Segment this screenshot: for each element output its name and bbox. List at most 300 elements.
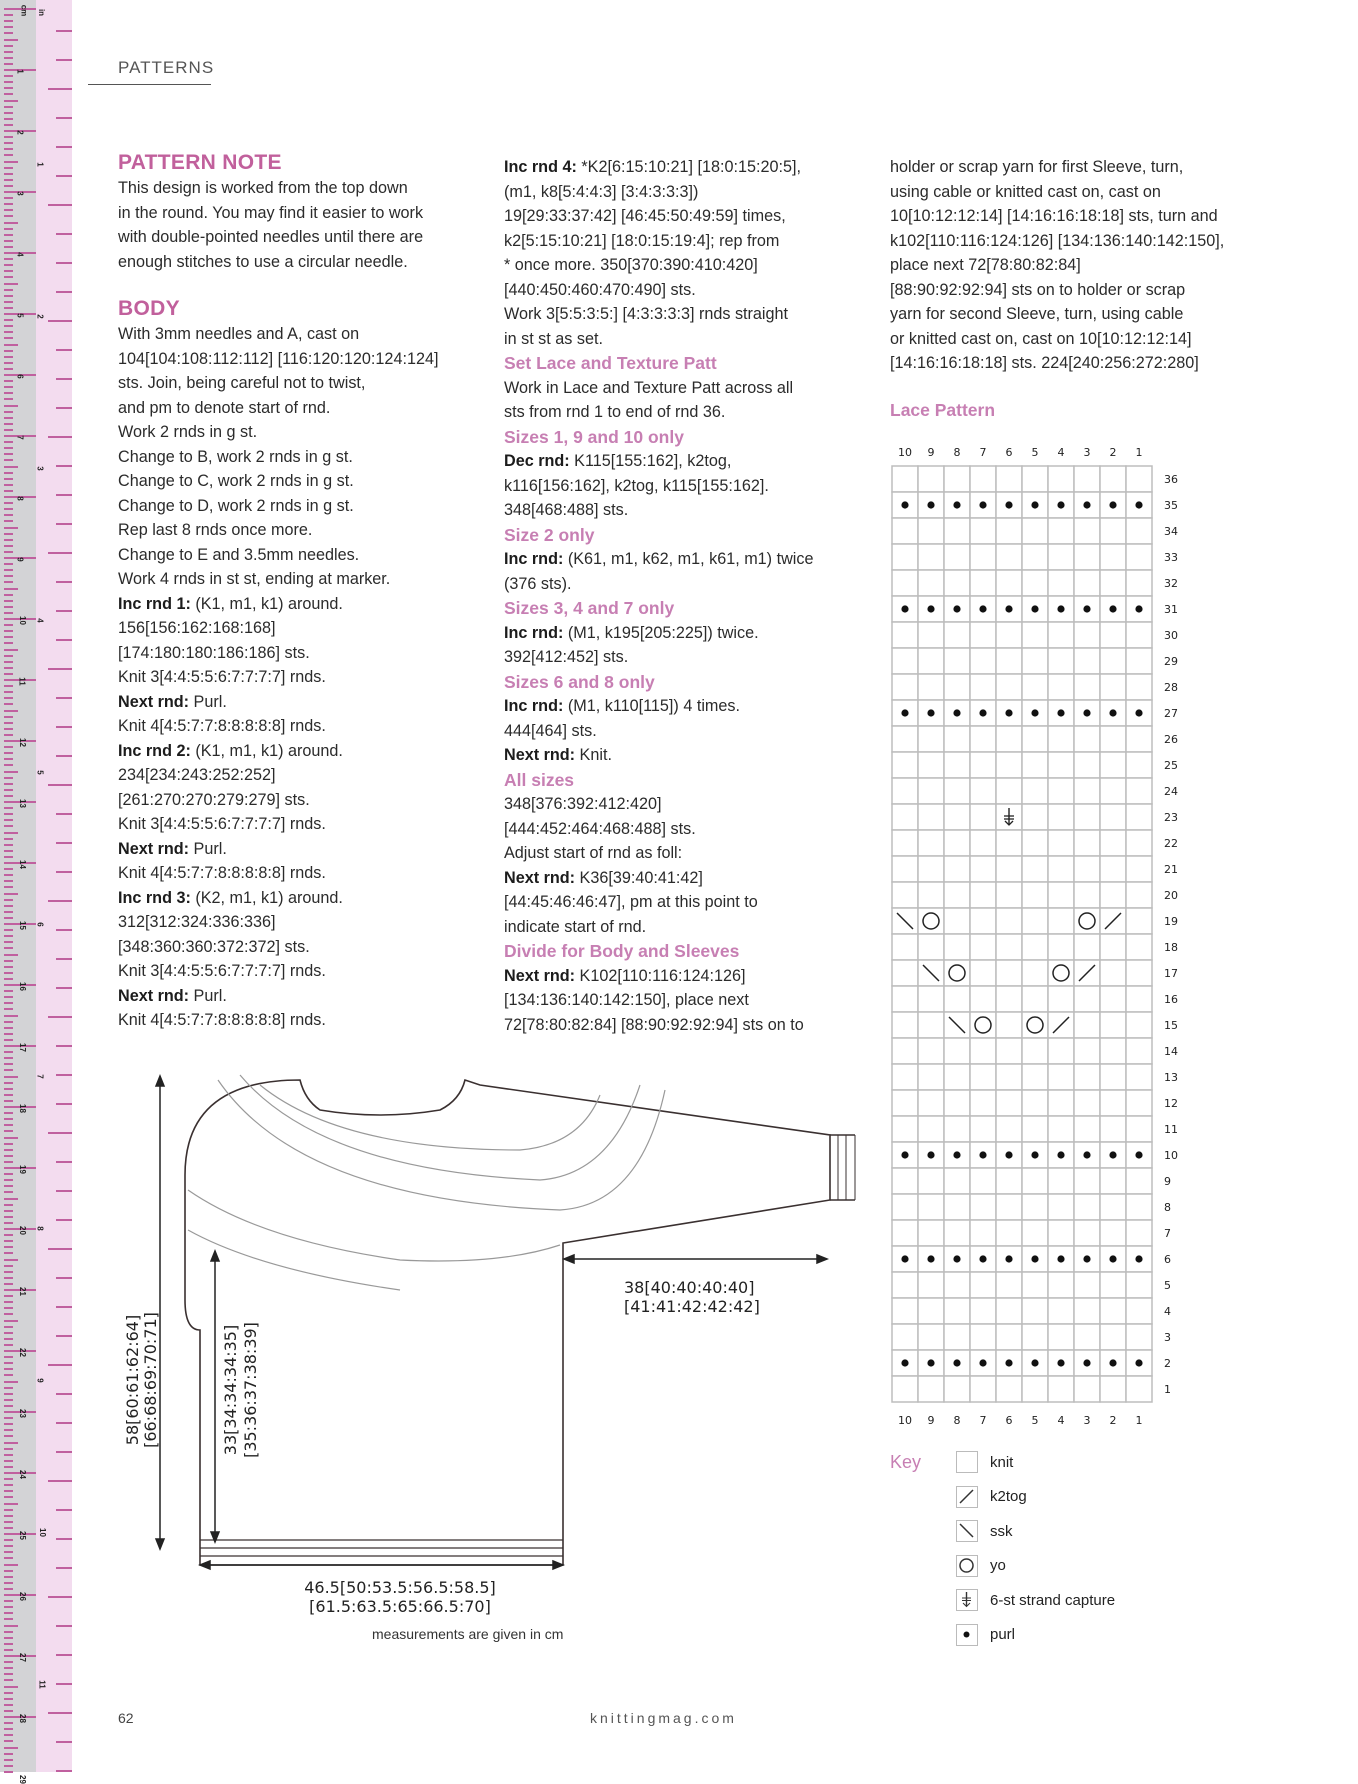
ruler-tick <box>4 1387 13 1389</box>
ruler-tick <box>56 1045 72 1047</box>
instruction-text: Knit 4[4:5:7:7:8:8:8:8:8] rnds. <box>118 864 326 882</box>
ruler-tick <box>56 929 72 931</box>
col2-line <box>504 915 874 940</box>
chart-cell <box>970 960 996 986</box>
instruction-text: [348:360:360:372:372] sts. <box>118 937 310 956</box>
ruler-tick <box>4 1112 13 1114</box>
ruler-number: 2 <box>15 130 25 135</box>
ruler-tick <box>56 1625 72 1627</box>
body-line <box>118 1008 488 1033</box>
purl-icon <box>927 1359 934 1366</box>
ruler-tick <box>4 764 13 766</box>
chart-cell <box>1048 778 1074 804</box>
chart-column-label: 7 <box>979 1414 987 1427</box>
chart-cell <box>1074 1220 1100 1246</box>
col3-line: 10[10:12:12:14] [14:16:16:18:18] sts, turn and <box>890 207 1218 225</box>
purl-icon <box>1057 1255 1064 1262</box>
col3-line: yarn for second Sleeve, turn, using cable <box>890 305 1184 323</box>
purl-icon <box>1135 1359 1142 1366</box>
chart-cell <box>1022 908 1048 934</box>
ruler-tick <box>48 88 72 90</box>
ruler-number: cm <box>19 4 29 17</box>
chart-row-label: 8 <box>1164 1201 1171 1214</box>
body-line <box>118 959 488 984</box>
chart-cell <box>1100 778 1126 804</box>
ruler-tick <box>4 771 18 773</box>
ruler-tick <box>56 1538 72 1540</box>
chart-cell <box>996 1220 1022 1246</box>
chart-row-label: 32 <box>1164 577 1178 590</box>
ruler-tick <box>4 758 13 760</box>
chart-cell <box>996 960 1022 986</box>
ruler-tick <box>56 987 72 989</box>
chart-cell <box>1048 1038 1074 1064</box>
chart-cell <box>918 856 944 882</box>
chart-cell <box>1022 622 1048 648</box>
chart-cell <box>1100 466 1126 492</box>
ruler-tick <box>4 588 18 590</box>
ruler-number: 10 <box>17 616 27 625</box>
purl-icon <box>1109 605 1116 612</box>
ruler-tick <box>4 1753 13 1755</box>
ruler-tick <box>4 179 13 181</box>
instruction-text: 392[412:452] sts. <box>504 648 629 666</box>
ruler-tick <box>56 581 72 583</box>
chart-row-label: 5 <box>1164 1279 1171 1292</box>
instruction-text: [174:180:180:186:186] sts. <box>118 643 310 662</box>
chart-cell <box>918 1376 944 1402</box>
ruler-tick <box>4 1423 13 1425</box>
ruler-number: 14 <box>17 860 27 869</box>
chart-cell <box>944 544 970 570</box>
key-heading: Key <box>890 1452 922 1472</box>
ruler-tick <box>4 1618 13 1620</box>
chart-cell <box>970 934 996 960</box>
chart-cell <box>996 1064 1022 1090</box>
chart-cell <box>970 622 996 648</box>
chart-cell <box>996 518 1022 544</box>
ruler-tick <box>4 1027 13 1029</box>
chart-cell <box>944 1376 970 1402</box>
instruction-label: Inc rnd 1: <box>118 594 191 613</box>
ruler-tick <box>4 100 18 102</box>
instruction-text: (K1, m1, k1) around. <box>190 594 343 613</box>
ruler-tick <box>56 1741 72 1743</box>
chart-cell <box>1126 1012 1152 1038</box>
chart-cell <box>1126 544 1152 570</box>
ruler-tick <box>4 1076 18 1078</box>
ruler-tick <box>4 673 13 675</box>
purl-icon <box>1083 605 1090 612</box>
ruler-tick <box>48 436 72 438</box>
chart-cell <box>918 778 944 804</box>
ruler-tick <box>4 106 13 108</box>
purl-icon <box>1135 1255 1142 1262</box>
ruler-tick <box>4 1442 18 1444</box>
instruction-text: Purl. <box>189 986 227 1005</box>
chart-cell <box>1022 518 1048 544</box>
ruler-tick <box>4 691 13 693</box>
instruction-text: Work 2 rnds in g st. <box>118 423 258 441</box>
chart-cell <box>918 648 944 674</box>
instruction-text: sts from rnd 1 to end of rnd 36. <box>504 403 726 421</box>
purl-icon <box>1057 709 1064 716</box>
instruction-text: Work 3[5:5:3:5:] [4:3:3:3:3] rnds straight <box>504 305 789 323</box>
ruler-tick <box>4 1234 13 1236</box>
chart-column-label: 8 <box>953 1414 961 1427</box>
ruler-tick <box>4 295 13 297</box>
chart-cell <box>1048 908 1074 934</box>
ruler-tick <box>4 1277 13 1279</box>
ruler-tick <box>4 886 13 888</box>
ruler-tick <box>4 1185 13 1187</box>
ruler-tick <box>4 1191 13 1193</box>
instruction-text: 234[234:243:252:252] <box>118 766 276 784</box>
instruction-text: (K1, m1, k1) around. <box>190 741 343 760</box>
instruction-text: (376 sts). <box>504 574 572 593</box>
chart-cell <box>1074 1090 1100 1116</box>
body-line <box>118 469 488 494</box>
ruler-tick <box>4 26 13 28</box>
ruler-tick <box>4 337 13 339</box>
chart-column-label: 4 <box>1057 1414 1065 1427</box>
ruler-tick <box>4 667 13 669</box>
chart-cell <box>1048 1064 1074 1090</box>
chart-column-label: 7 <box>979 446 987 459</box>
ruler-tick <box>4 1661 13 1663</box>
ruler-tick <box>4 1545 13 1547</box>
instruction-text: Purl. <box>189 839 227 858</box>
key-label: 6-st strand capture <box>990 1591 1116 1609</box>
ruler-tick <box>4 600 13 602</box>
ruler-tick <box>4 93 13 95</box>
ruler-tick <box>4 1539 13 1541</box>
ruler-tick <box>4 331 13 333</box>
chart-column-label: 10 <box>898 446 912 459</box>
purl-icon <box>1109 709 1116 716</box>
chart-cell <box>892 1168 918 1194</box>
ruler-tick <box>4 1381 18 1383</box>
chart-cell <box>1074 622 1100 648</box>
ruler-tick <box>4 87 13 89</box>
ruler-tick <box>4 1686 18 1688</box>
purl-icon <box>1083 1151 1090 1158</box>
chart-cell <box>996 778 1022 804</box>
purl-icon <box>953 501 960 508</box>
ruler-tick <box>56 1567 72 1569</box>
chart-cell <box>1074 1272 1100 1298</box>
ruler-tick <box>4 215 13 217</box>
purl-icon <box>1083 709 1090 716</box>
purl-icon <box>1083 1255 1090 1262</box>
instruction-text: (K61, m1, k62, m1, k61, m1) twice <box>563 550 814 568</box>
instruction-text: sts. Join, being careful not to twist, <box>118 374 366 392</box>
body-line <box>118 935 488 960</box>
ruler-tick <box>4 1448 13 1450</box>
chart-cell <box>996 1116 1022 1142</box>
ruler-tick <box>4 1374 13 1376</box>
purl-icon <box>1109 501 1116 508</box>
ruler-number: 21 <box>17 1287 27 1296</box>
ruler-tick <box>4 1246 13 1248</box>
chart-cell <box>996 882 1022 908</box>
ruler-tick <box>4 1198 18 1200</box>
ruler-tick <box>4 868 13 870</box>
col2-line <box>504 449 874 474</box>
purl-icon <box>1135 1151 1142 1158</box>
ruler-number: 15 <box>17 921 27 930</box>
ruler-number: 7 <box>15 435 25 440</box>
chart-cell <box>996 1012 1022 1038</box>
ruler-number: 8 <box>15 496 25 501</box>
ruler-tick <box>48 1248 72 1250</box>
ruler-tick <box>56 262 72 264</box>
chart-cell <box>996 856 1022 882</box>
chart-cell <box>1022 1012 1048 1038</box>
col2-line <box>504 253 874 278</box>
ruler-tick <box>4 1570 13 1572</box>
chart-cell <box>1022 1116 1048 1142</box>
note-line: enough stitches to use a circular needle. <box>118 252 408 271</box>
ruler-tick <box>4 838 13 840</box>
col2-line <box>504 572 874 597</box>
ruler-tick <box>4 941 13 943</box>
ruler-tick <box>4 411 13 413</box>
width-measurement: 46.5[50:53.5:56.5:58.5] <box>304 1578 496 1597</box>
ruler-tick <box>4 1094 13 1096</box>
instruction-text: Purl. <box>189 692 227 711</box>
instruction-text: K36[39:40:41:42] <box>575 868 703 887</box>
key-label: purl <box>990 1626 1016 1643</box>
ruler-tick <box>56 755 72 757</box>
ruler-tick <box>4 1643 13 1645</box>
chart-cell <box>944 570 970 596</box>
col3-line: or knitted cast on, cast on 10[10:12:12:14] <box>890 329 1192 348</box>
ruler-tick <box>4 453 13 455</box>
purl-icon <box>1109 1151 1116 1158</box>
purl-icon <box>1005 605 1012 612</box>
chart-cell <box>1048 856 1074 882</box>
ruler-tick <box>56 1654 72 1656</box>
chart-cell <box>1100 622 1126 648</box>
chart-cell <box>996 830 1022 856</box>
chart-cell <box>1022 726 1048 752</box>
chart-cell <box>918 986 944 1012</box>
chart-cell <box>1022 1272 1048 1298</box>
ruler-tick <box>4 581 13 583</box>
chart-cell <box>1126 726 1152 752</box>
ruler-tick <box>48 552 72 554</box>
ruler-tick <box>56 1219 72 1221</box>
ruler-inch-strip <box>36 0 72 1772</box>
ruler-tick <box>4 1673 13 1675</box>
chart-cell <box>1048 1168 1074 1194</box>
chart-cell <box>1126 752 1152 778</box>
chart-row-label: 26 <box>1164 733 1178 746</box>
ruler-tick <box>56 1451 72 1453</box>
ruler-tick <box>4 81 13 83</box>
ruler-tick <box>4 899 13 901</box>
chart-cell <box>1048 882 1074 908</box>
chart-row-label: 33 <box>1164 551 1178 564</box>
purl-icon <box>1135 709 1142 716</box>
chart-cell <box>944 778 970 804</box>
measurement-caption: measurements are given in cm <box>372 1626 564 1642</box>
ruler-tick <box>4 1527 13 1529</box>
chart-cell <box>1022 466 1048 492</box>
purl-icon <box>1005 1151 1012 1158</box>
chart-cell <box>892 934 918 960</box>
ssk-icon <box>956 1520 978 1542</box>
ruler-tick <box>4 118 13 120</box>
ruler-tick <box>4 1606 13 1608</box>
chart-cell <box>918 544 944 570</box>
chart-cell <box>1048 570 1074 596</box>
chart-cell <box>970 648 996 674</box>
instruction-label: Next rnd: <box>118 839 190 858</box>
col2-line <box>504 866 874 891</box>
chart-cell <box>944 1298 970 1324</box>
instruction-label: Dec rnd: <box>504 452 570 470</box>
length-measurement: 58[60:61:62:64] <box>123 1314 142 1446</box>
ruler-number: 1 <box>15 69 25 74</box>
chart-cell <box>970 856 996 882</box>
ruler-tick <box>4 911 13 913</box>
ruler-tick <box>4 1021 13 1023</box>
ruler-tick <box>4 1728 13 1730</box>
ruler-tick <box>4 484 13 486</box>
instruction-text: 312[312:324:336:336] <box>118 913 276 931</box>
chart-column-label: 1 <box>1135 446 1143 459</box>
ruler-tick <box>4 813 13 815</box>
chart-cell <box>1074 856 1100 882</box>
column-2-instructions <box>504 155 874 1037</box>
instruction-text: in st st as set. <box>504 329 603 348</box>
chart-cell <box>944 856 970 882</box>
ruler-number: 5 <box>35 770 45 775</box>
chart-row-label: 18 <box>1164 941 1178 954</box>
chart-row-label: 3 <box>1164 1331 1171 1344</box>
ruler-number: 9 <box>35 1378 45 1383</box>
ruler-tick <box>4 1222 13 1224</box>
chart-cell <box>944 1168 970 1194</box>
chart-cell <box>1126 1090 1152 1116</box>
col2-line <box>504 204 874 229</box>
chart-cell <box>1126 1064 1152 1090</box>
chart-cell <box>1074 1324 1100 1350</box>
chart-cell <box>1100 752 1126 778</box>
ruler-tick <box>4 1283 13 1285</box>
chart-row-label: 28 <box>1164 681 1178 694</box>
chart-cell <box>892 1220 918 1246</box>
ruler-number: 19 <box>17 1165 27 1174</box>
chart-cell <box>892 1376 918 1402</box>
chart-cell <box>944 466 970 492</box>
chart-cell <box>970 1012 996 1038</box>
ruler-tick <box>4 1600 13 1602</box>
ruler-tick <box>4 490 13 492</box>
instruction-text: K102[110:116:124:126] <box>575 966 746 985</box>
chart-cell <box>1100 830 1126 856</box>
chart-cell <box>1100 1272 1126 1298</box>
chart-cell <box>1126 570 1152 596</box>
ruler-tick <box>4 429 13 431</box>
chart-cell <box>1048 1116 1074 1142</box>
ruler-tick <box>56 349 72 351</box>
ruler-tick <box>4 301 13 303</box>
chart-cell <box>1048 752 1074 778</box>
chart-row-label: 16 <box>1164 993 1178 1006</box>
body-line <box>118 445 488 470</box>
ruler-tick <box>4 1362 13 1364</box>
chart-cell <box>1126 1116 1152 1142</box>
chart-cell <box>944 1090 970 1116</box>
chart-cell <box>1022 1220 1048 1246</box>
body-line <box>118 494 488 519</box>
chart-cell <box>918 1038 944 1064</box>
ruler-tick <box>4 1417 13 1419</box>
key-item-k2tog <box>956 1485 1027 1509</box>
chart-cell <box>996 1298 1022 1324</box>
chart-cell <box>1100 1298 1126 1324</box>
ruler-tick <box>4 203 13 205</box>
chart-row-label: 29 <box>1164 655 1178 668</box>
key-label: ssk <box>990 1522 1013 1540</box>
ruler-tick <box>4 935 13 937</box>
ruler-tick <box>4 32 13 34</box>
purl-icon <box>979 501 986 508</box>
instruction-text: Change to B, work 2 rnds in g st. <box>118 447 353 466</box>
ruler-tick <box>4 459 13 461</box>
purl-icon <box>1005 501 1012 508</box>
ruler-tick <box>4 417 13 419</box>
chart-cell <box>892 518 918 544</box>
chart-row-label: 14 <box>1164 1045 1178 1058</box>
ruler-tick <box>4 1100 13 1102</box>
purl-icon <box>1057 1151 1064 1158</box>
knit-icon <box>956 1451 978 1473</box>
instruction-text: [440:450:460:470:490] sts. <box>504 280 696 299</box>
chart-cell <box>996 674 1022 700</box>
chart-cell <box>944 1272 970 1298</box>
ruler-tick <box>4 472 13 474</box>
instruction-text: * once more. 350[370:390:410:420] <box>504 256 758 274</box>
chart-cell <box>1048 518 1074 544</box>
ruler-tick <box>4 362 13 364</box>
col2-line <box>504 498 874 523</box>
ruler-tick <box>4 1118 13 1120</box>
ruler-tick <box>4 380 13 382</box>
chart-cell <box>1100 648 1126 674</box>
ruler-tick <box>4 234 13 236</box>
chart-cell <box>1074 752 1100 778</box>
chart-cell <box>970 1168 996 1194</box>
subheading: Sizes 3, 4 and 7 only <box>504 598 675 618</box>
ruler-tick <box>4 954 18 956</box>
chart-row-label: 34 <box>1164 525 1178 538</box>
chart-cell <box>892 1324 918 1350</box>
chart-cell <box>1074 908 1100 934</box>
body-line <box>118 837 488 862</box>
instruction-text: Adjust start of rnd as foll: <box>504 844 683 862</box>
chart-cell <box>944 882 970 908</box>
subheading: Divide for Body and Sleeves <box>504 941 740 961</box>
chart-cell <box>892 1090 918 1116</box>
purl-icon <box>953 605 960 612</box>
purl-icon <box>1109 1255 1116 1262</box>
chart-cell <box>1022 648 1048 674</box>
col2-line <box>504 278 874 303</box>
